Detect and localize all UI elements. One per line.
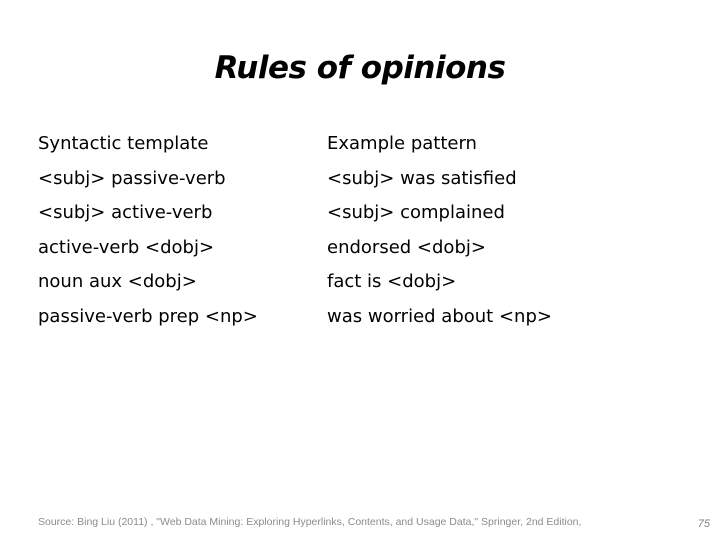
template-item: <subj> passive-verb xyxy=(38,167,226,189)
pattern-item: <subj> was satisfied xyxy=(327,167,517,189)
page-number: 75 xyxy=(697,518,710,530)
pattern-item: endorsed <dobj> xyxy=(327,236,486,258)
pattern-item: fact is <dobj> xyxy=(327,271,457,293)
column-header-syntactic-template: Syntactic template xyxy=(38,133,209,154)
syntactic-template-column xyxy=(38,127,258,335)
column-header-example-pattern: Example pattern xyxy=(327,133,477,154)
slide-title: Rules of opinions xyxy=(214,50,506,86)
pattern-item: was worried about <np> xyxy=(327,305,552,327)
source-citation: Source: Bing Liu (2011) , "Web Data Mining: Exploring Hyperlinks, Contents, and Usage Data," Springer, 2nd Edition, xyxy=(38,516,582,528)
template-item: <subj> active-verb xyxy=(38,202,213,224)
pattern-item: <subj> complained xyxy=(327,202,505,224)
example-pattern-column xyxy=(327,127,552,335)
template-item: passive-verb prep <np> xyxy=(38,305,258,327)
template-item: noun aux <dobj> xyxy=(38,271,197,293)
template-item: active-verb <dobj> xyxy=(38,236,215,258)
